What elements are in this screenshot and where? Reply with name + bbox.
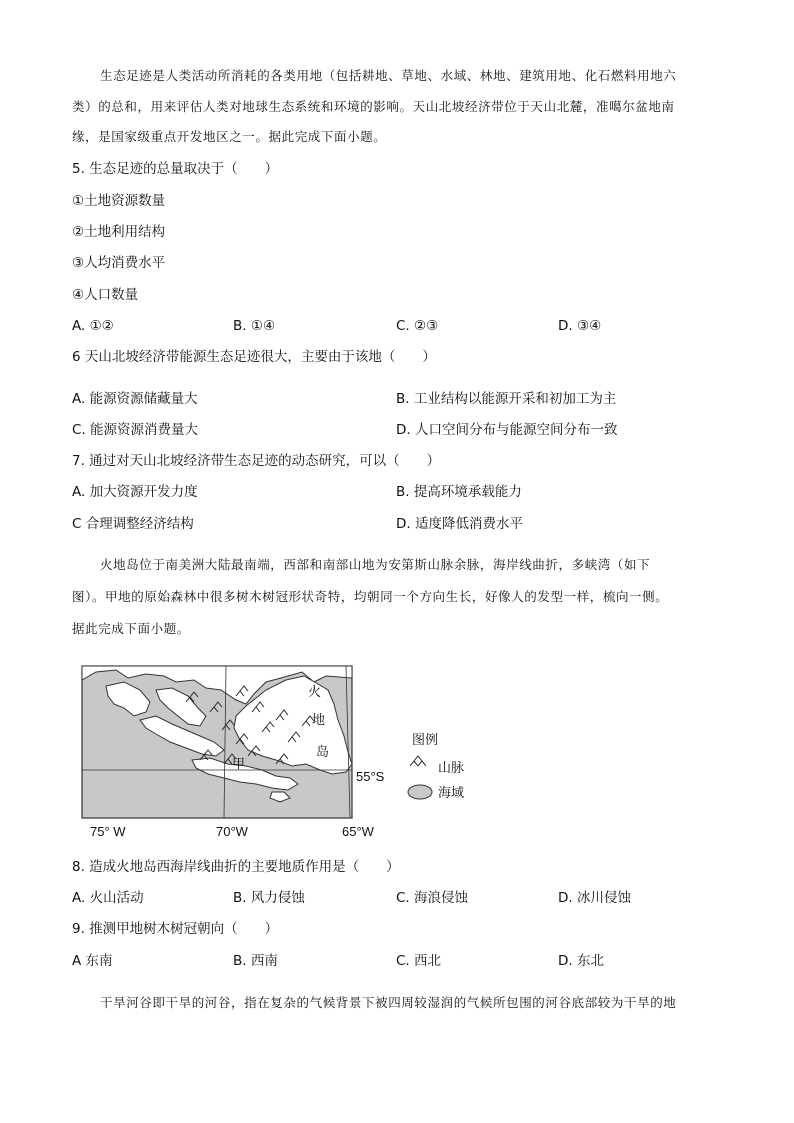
passage-2-line-2: 图）。甲地的原始森林中很多树木树冠形状奇特，均朝同一个方向生长，好像人的发型一样，梳向一侧。 [72,589,669,604]
q5-item-1: ①土地资源数量 [72,193,166,209]
longitude-label-65w: 65°W [342,824,374,839]
island-label-huo: 火 [308,684,322,699]
q9-option-c[interactable]: C. 西北 [396,953,442,969]
longitude-label-70w: 70°W [216,824,248,839]
legend-title: 图例 [412,732,439,747]
q5-option-b[interactable]: B. ①④ [233,318,276,334]
q6-option-b[interactable]: B. 工业结构以能源开采和初加工为主 [396,391,617,407]
tierra-del-fuego-map [76,660,476,840]
legend-sea-swatch [408,785,432,799]
q8-option-d[interactable]: D. 冰川侵蚀 [558,890,631,906]
question-5-stem: 5. 生态足迹的总量取决于（ ） [72,161,279,177]
q6-option-c[interactable]: C. 能源资源消费量大 [72,422,199,438]
q6-option-a[interactable]: A. 能源资源储藏量大 [72,391,198,407]
q7-option-c[interactable]: C 合理调整经济结构 [72,516,194,532]
passage-2-line-3: 据此完成下面小题。 [72,621,190,636]
q5-item-4: ④人口数量 [72,287,139,303]
passage-3-line-1: 干旱河谷即干旱的河谷，指在复杂的气候背景下被四周较湿润的气候所包围的河谷底部较为干旱的地 [100,995,677,1010]
q9-option-d[interactable]: D. 东北 [558,953,604,969]
legend-sea-label: 海域 [438,785,465,800]
passage-1-line-3: 缘，是国家级重点开发地区之一。据此完成下面小题。 [72,129,387,144]
passage-2-line-1: 火地岛位于南美洲大陆最南端，西部和南部山地为安第斯山脉余脉，海岸线曲折，多峡湾（如下 [100,557,651,572]
legend-mountain-icon [410,756,426,766]
q7-option-b[interactable]: B. 提高环境承载能力 [396,484,522,500]
question-7-stem: 7. 通过对天山北坡经济带生态足迹的动态研究，可以（ ） [72,453,441,469]
q6-option-d[interactable]: D. 人口空间分布与能源空间分布一致 [396,422,618,438]
q8-option-c[interactable]: C. 海浪侵蚀 [396,890,469,906]
island-label-di: 地 [312,712,326,727]
q5-option-d[interactable]: D. ③④ [558,318,602,334]
longitude-label-75w: 75° W [90,824,126,839]
island-label-dao: 岛 [316,744,330,759]
question-8-stem: 8. 造成火地岛西海岸线曲折的主要地质作用是（ ） [72,859,400,875]
q9-option-a[interactable]: A 东南 [72,953,113,969]
q7-option-d[interactable]: D. 适度降低消费水平 [396,516,523,532]
question-6-stem: 6 天山北坡经济带能源生态足迹很大，主要由于该地（ ） [72,349,436,365]
q5-item-3: ③人均消费水平 [72,255,166,271]
q5-option-a[interactable]: A. ①② [72,318,114,334]
passage-1-line-2: 类）的总和，用来评估人类对地球生态系统和环境的影响。天山北坡经济带位于天山北麓，准噶尔盆地南 [72,99,675,114]
legend-mountain-label: 山脉 [438,760,465,775]
q8-option-b[interactable]: B. 风力侵蚀 [233,890,305,906]
question-9-stem: 9. 推测甲地树木树冠朝向（ ） [72,921,279,937]
q8-option-a[interactable]: A. 火山活动 [72,890,144,906]
q5-option-c[interactable]: C. ②③ [396,318,439,334]
q5-item-2: ②土地利用结构 [72,224,166,240]
latitude-label: 55°S [356,769,385,784]
q7-option-a[interactable]: A. 加大资源开发力度 [72,484,198,500]
q9-option-b[interactable]: B. 西南 [233,953,278,969]
point-jia-label: 甲 [232,756,246,771]
passage-1-line-1: 生态足迹是人类活动所消耗的各类用地（包括耕地、草地、水域、林地、建筑用地、化石燃料用地六 [100,68,677,83]
